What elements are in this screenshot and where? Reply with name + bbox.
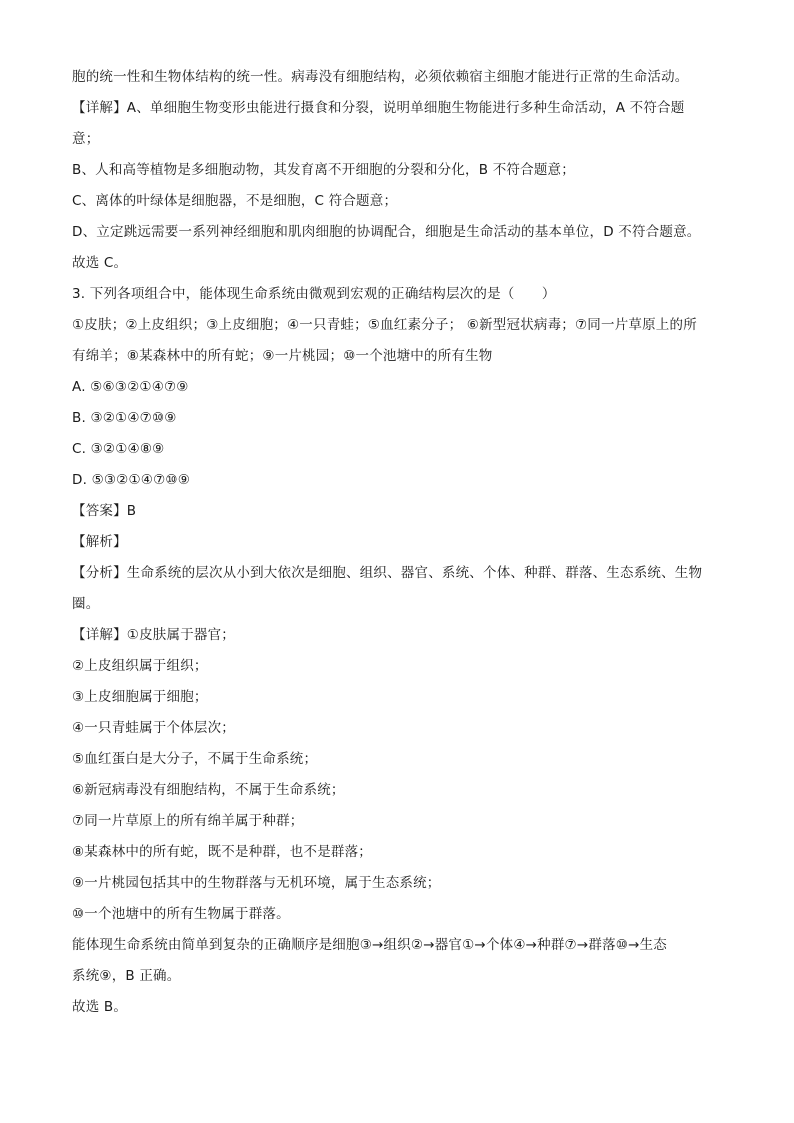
- text-line: D、立定跳远需要一系列神经细胞和肌肉细胞的协调配合，细胞是生命活动的基本单位，D 不符合题意。: [72, 224, 701, 240]
- option-a: A. ⑤⑥③②①④⑦⑨: [72, 379, 189, 395]
- text-line: ⑧某森林中的所有蛇，既不是种群，也不是群落；: [72, 844, 373, 860]
- text-line: 【详解】①皮肤属于器官；: [72, 627, 236, 643]
- text-line: ④一只青蛙属于个体层次；: [72, 720, 236, 736]
- text-line: ⑨一片桃园包括其中的生物群落与无机环境，属于生态系统；: [72, 875, 441, 891]
- text-line: 圈。: [72, 596, 100, 612]
- text-line: ⑥新冠病毒没有细胞结构，不属于生命系统；: [72, 782, 345, 798]
- option-d: D. ⑤③②①④⑦⑩⑨: [72, 472, 190, 488]
- text-line: ⑤血红蛋白是大分子，不属于生命系统；: [72, 751, 318, 767]
- text-line: 故选 C。: [72, 255, 128, 271]
- text-line: B、人和高等植物是多细胞动物，其发育离不开细胞的分裂和分化，B 不符合题意；: [72, 162, 575, 178]
- text-line: 故选 B。: [72, 999, 128, 1015]
- question-items: 有绵羊；⑧某森林中的所有蛇；⑨一片桃园；⑩一个池塘中的所有生物: [72, 348, 493, 364]
- text-line: 胞的统一性和生物体结构的统一性。病毒没有细胞结构，必须依赖宿主细胞才能进行正常的生命活动。: [72, 69, 689, 85]
- analysis-heading: 【解析】: [72, 534, 127, 550]
- text-line: ⑩一个池塘中的所有生物属于群落。: [72, 906, 290, 922]
- text-line: C、离体的叶绿体是细胞器，不是细胞，C 符合题意；: [72, 193, 398, 209]
- option-b: B. ③②①④⑦⑩⑨: [72, 410, 177, 426]
- text-line: 【分析】生命系统的层次从小到大依次是细胞、组织、器官、系统、个体、种群、群落、生态系统、生物: [72, 565, 703, 581]
- text-line: 能体现生命系统由简单到复杂的正确顺序是细胞③→组织②→器官①→个体④→种群⑦→群落⑩→生态: [72, 937, 667, 953]
- question-stem: 3. 下列各项组合中，能体现生命系统由微观到宏观的正确结构层次的是（ ）: [72, 286, 556, 302]
- text-line: ⑦同一片草原上的所有绵羊属于种群；: [72, 813, 304, 829]
- question-items: ①皮肤；②上皮组织；③上皮细胞；④一只青蛙；⑤血红素分子； ⑥新型冠状病毒；⑦同一片草原上的所: [72, 317, 697, 333]
- text-line: 【详解】A、单细胞生物变形虫能进行摄食和分裂，说明单细胞生物能进行多种生命活动，A 不符合题: [72, 100, 685, 116]
- document-page: [72, 62, 722, 1023]
- answer-line: 【答案】B: [72, 503, 137, 519]
- text-line: ②上皮组织属于组织；: [72, 658, 208, 674]
- text-line: ③上皮细胞属于细胞；: [72, 689, 208, 705]
- option-c: C. ③②①④⑧⑨: [72, 441, 165, 457]
- text-line: 意；: [72, 131, 100, 147]
- text-line: 系统⑨，B 正确。: [72, 968, 181, 984]
